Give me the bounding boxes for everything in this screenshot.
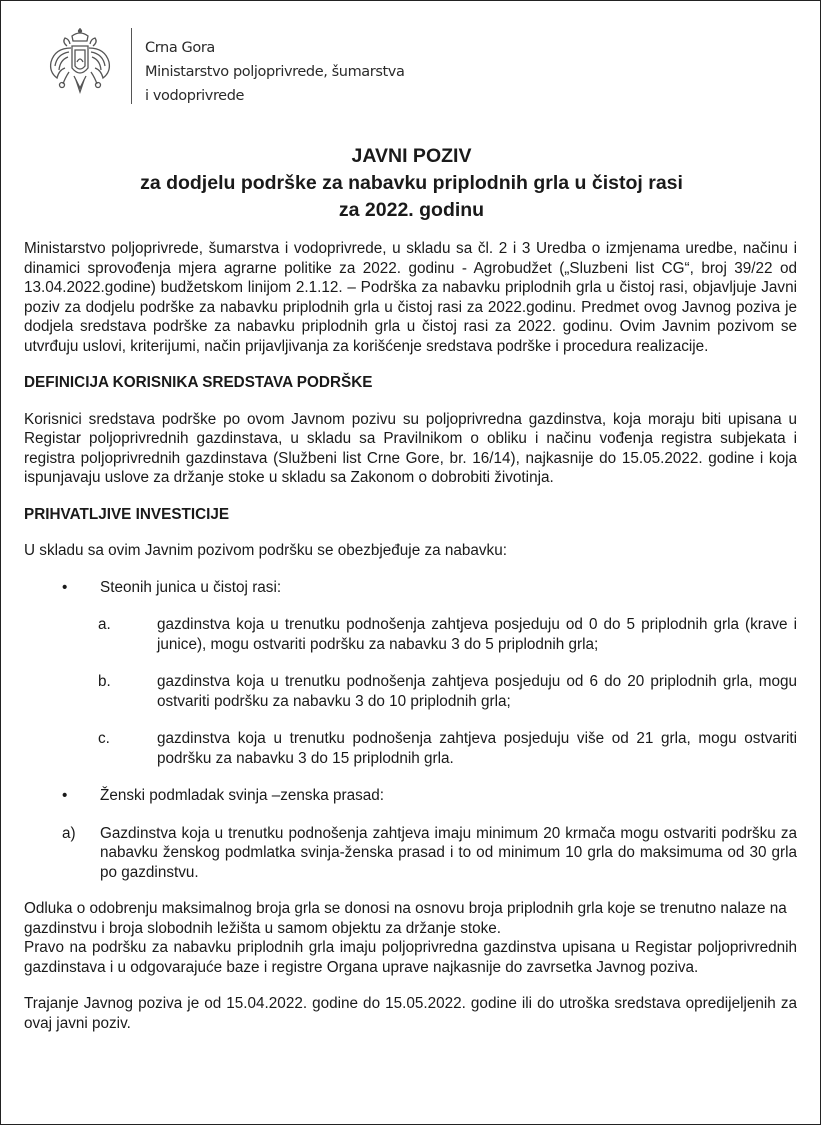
section-heading-beneficiaries: DEFINICIJA KORISNIKA SREDSTAVA PODRŠKE — [24, 374, 373, 391]
section-heading-investments: PRIHVATLJIVE INVESTICIJE — [24, 505, 230, 523]
beneficiaries-paragraph: Korisnici sredstava podrške po ovom Javnom pozivu su poljoprivredna gazdinstva, koja moraju biti upisana u Registar poljoprivrednih gazdinstava, u skladu sa Pravilnikom o obliku i načinu vođenja registra subjekata i registra poljoprivrednih gazdinstava (Službeni list Crne Gore, br. 16/14), najkasnije do 15.05.2022. godine i koja ispunjavaju uslove za držanje stoke u skladu sa Zakonom o dobrobiti životinja. — [24, 410, 797, 486]
title-line-1: JAVNI POZIV — [351, 145, 472, 167]
ministry-name-line-2: Ministarstvo poljoprivrede, šumarstva — [145, 64, 405, 80]
header-divider — [131, 28, 132, 104]
montenegro-coat-of-arms-icon — [45, 28, 115, 98]
list-item-c — [24, 729, 797, 768]
piglets-label: Ženski podmladak svinja –zenska prasad: — [100, 787, 384, 804]
closing-paragraph-3: Trajanje Javnog poziva je od 15.04.2022. godine do 15.05.2022. godine ili do utroška sredstava opredijeljenih za ovaj javni poziv. — [24, 995, 797, 1032]
sub-text-b: gazdinstva koja u trenutku podnošenja zahtjeva posjeduju od 6 do 20 priplodnih grla, mogu ostvariti podršku za nabavku 3 do 10 priplodnih grla; — [157, 673, 797, 710]
heifers-label: Steonih junica u čistoj rasi: — [100, 578, 282, 596]
bullet-marker: • — [62, 578, 68, 596]
bullet-marker: • — [62, 787, 68, 804]
intro-paragraph: Ministarstvo poljoprivrede, šumarstva i vodoprivrede, u skladu sa čl. 2 i 3 Uredba o izmjenama uredbe, načinu i dinamici sprovođenja mjera agrarne politike za 2022. godinu - Agrobudžet („Sluzbeni list CG“, broj 39/22 od 13.04.2022.godine) budžetskom linijom 2.1.12. – Podrška za nabavku priplodnih grla u čistoj rasi, objavljuje Javni poziv za dodjelu podrške za nabavku priplodnih grla u čistoj rasi za 2022.godinu. Predmet ovog Javnog poziva je dodjela sredstava podrške za nabavku priplodnih grla u čistoj rasi za 2022. godinu. Ovim Javnim pozivom se utvrđuju uslovi, kriterijumi, način prijavljivanja za korišćenje sredstava podrške i procedura realizacije. — [24, 240, 797, 355]
sub-marker-b: b. — [98, 673, 111, 690]
sub-marker-c: c. — [98, 730, 110, 747]
investments-lead: U skladu sa ovim Javnim pozivom podršku se obezbjeđuje za nabavku: — [24, 542, 507, 559]
title-line-3: za 2022. godinu — [338, 199, 485, 221]
country-name: Crna Gora — [145, 40, 215, 56]
sub-text-c: gazdinstva koja u trenutku podnošenja zahtjeva posjeduju više od 21 grla, mogu ostvariti podršku za nabavku 3 do 15 priplodnih grla. — [157, 730, 797, 767]
ministry-name-line-3: i vodoprivrede — [145, 88, 245, 104]
list-item-heifers — [24, 578, 797, 598]
ministry-name — [145, 36, 465, 108]
title-line-2: za dodjelu podrške za nabavku priplodnih grla u čistoj rasi — [140, 172, 683, 194]
closing-paragraph-1: Odluka o odobrenju maksimalnog broja grla se donosi na osnovu broja priplodnih grla koje se trenutno nalaze na gazdinstvu i broja slobodnih ležišta u samom objektu za držanje stoke. — [24, 900, 787, 937]
list-item-piglets — [24, 786, 797, 806]
list-item-a — [24, 615, 797, 654]
alpha-marker: a) — [62, 824, 76, 842]
list-item-b — [24, 672, 797, 711]
document-title — [1, 143, 821, 224]
sub-text-a: gazdinstva koja u trenutku podnošenja zahtjeva posjeduju od 0 do 5 priplodnih grla (krave i junice), mogu ostvariti podršku za nabavku 3 do 5 priplodnih grla; — [157, 616, 797, 653]
piglets-text: Gazdinstva koja u trenutku podnošenja zahtjeva imaju minimum 20 krmača mogu ostvariti podršku za nabavku ženskog podmlatka svinja-ženska prasad i to od minimum 10 grla do maksimuma od 30 grla po gazdinstvu. — [100, 824, 797, 881]
closing-paragraph-2: Pravo na podršku za nabavku priplodnih grla imaju poljoprivredna gazdinstva upisana u Registar poljoprivrednih gazdinstava i u odgovarajuće baze i registre Organa uprave najkasnije do zavrsetka Javnog poziva. — [24, 939, 797, 976]
list-item-piglets-a — [24, 824, 797, 883]
sub-marker-a: a. — [98, 616, 111, 633]
document-body — [24, 239, 797, 1033]
